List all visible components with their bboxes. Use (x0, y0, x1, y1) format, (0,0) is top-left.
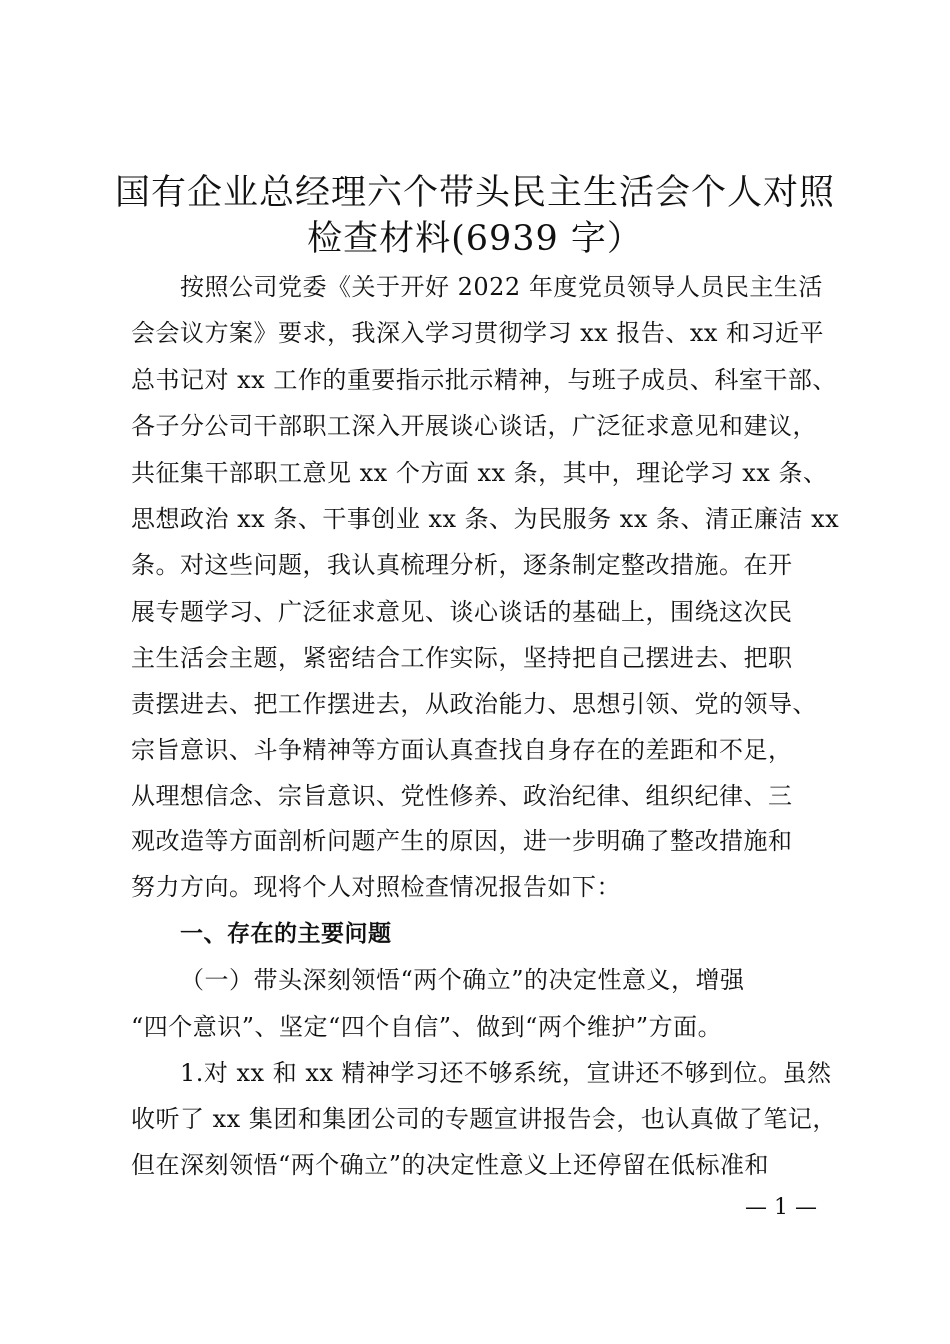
subsection-heading-line: （一）带头深刻领悟“两个确立”的决定性意义，增强 (180, 966, 745, 994)
intro-line: 从理想信念、宗旨意识、党性修养、政治纪律、组织纪律、三 (131, 782, 793, 810)
item-line: 但在深刻领悟“两个确立”的决定性意义上还停留在低标准和 (131, 1151, 770, 1179)
document-title-line-1: 国有企业总经理六个带头民主生活会个人对照 (114, 173, 835, 213)
intro-line: 共征集干部职工意见 xx 个方面 xx 条，其中，理论学习 xx 条、 (131, 459, 828, 487)
intro-line: 思想政治 xx 条、干事创业 xx 条、为民服务 xx 条、清正廉洁 xx (131, 505, 840, 533)
intro-line: 主生活会主题，紧密结合工作实际，坚持把自己摆进去、把职 (131, 644, 793, 672)
item-line: 收听了 xx 集团和集团公司的专题宣讲报告会，也认真做了笔记， (131, 1105, 837, 1133)
intro-line: 各子分公司干部职工深入开展谈心谈话，广泛征求意见和建议， (131, 412, 817, 440)
page-number: — 1 — (745, 1195, 817, 1220)
intro-line: 展专题学习、广泛征求意见、谈心谈话的基础上，围绕这次民 (131, 598, 793, 626)
intro-line: 宗旨意识、斗争精神等方面认真查找自身存在的差距和不足， (131, 736, 793, 764)
intro-line: 观改造等方面剖析问题产生的原因，进一步明确了整改措施和 (131, 827, 793, 855)
intro-line: 条。对这些问题，我认真梳理分析，逐条制定整改措施。在开 (131, 551, 793, 579)
intro-line: 总书记对 xx 工作的重要指示批示精神，与班子成员、科室干部、 (131, 366, 837, 394)
document-title-line-2: 检查材料(6939 字） (307, 219, 643, 259)
subsection-heading-line: “四个意识”、坚定“四个自信”、做到“两个维护”方面。 (131, 1013, 723, 1041)
item-line: 1.对 xx 和 xx 精神学习还不够系统，宣讲还不够到位。虽然 (180, 1059, 832, 1087)
intro-line: 按照公司党委《关于开好 2022 年度党员领导人员民主生活 (180, 273, 823, 301)
intro-line: 会会议方案》要求，我深入学习贯彻学习 xx 报告、xx 和习近平 (131, 319, 825, 347)
intro-line: 努力方向。现将个人对照检查情况报告如下： (131, 873, 621, 901)
intro-line: 责摆进去、把工作摆进去，从政治能力、思想引领、党的领导、 (131, 690, 817, 718)
section-heading: 一、存在的主要问题 (180, 921, 392, 947)
